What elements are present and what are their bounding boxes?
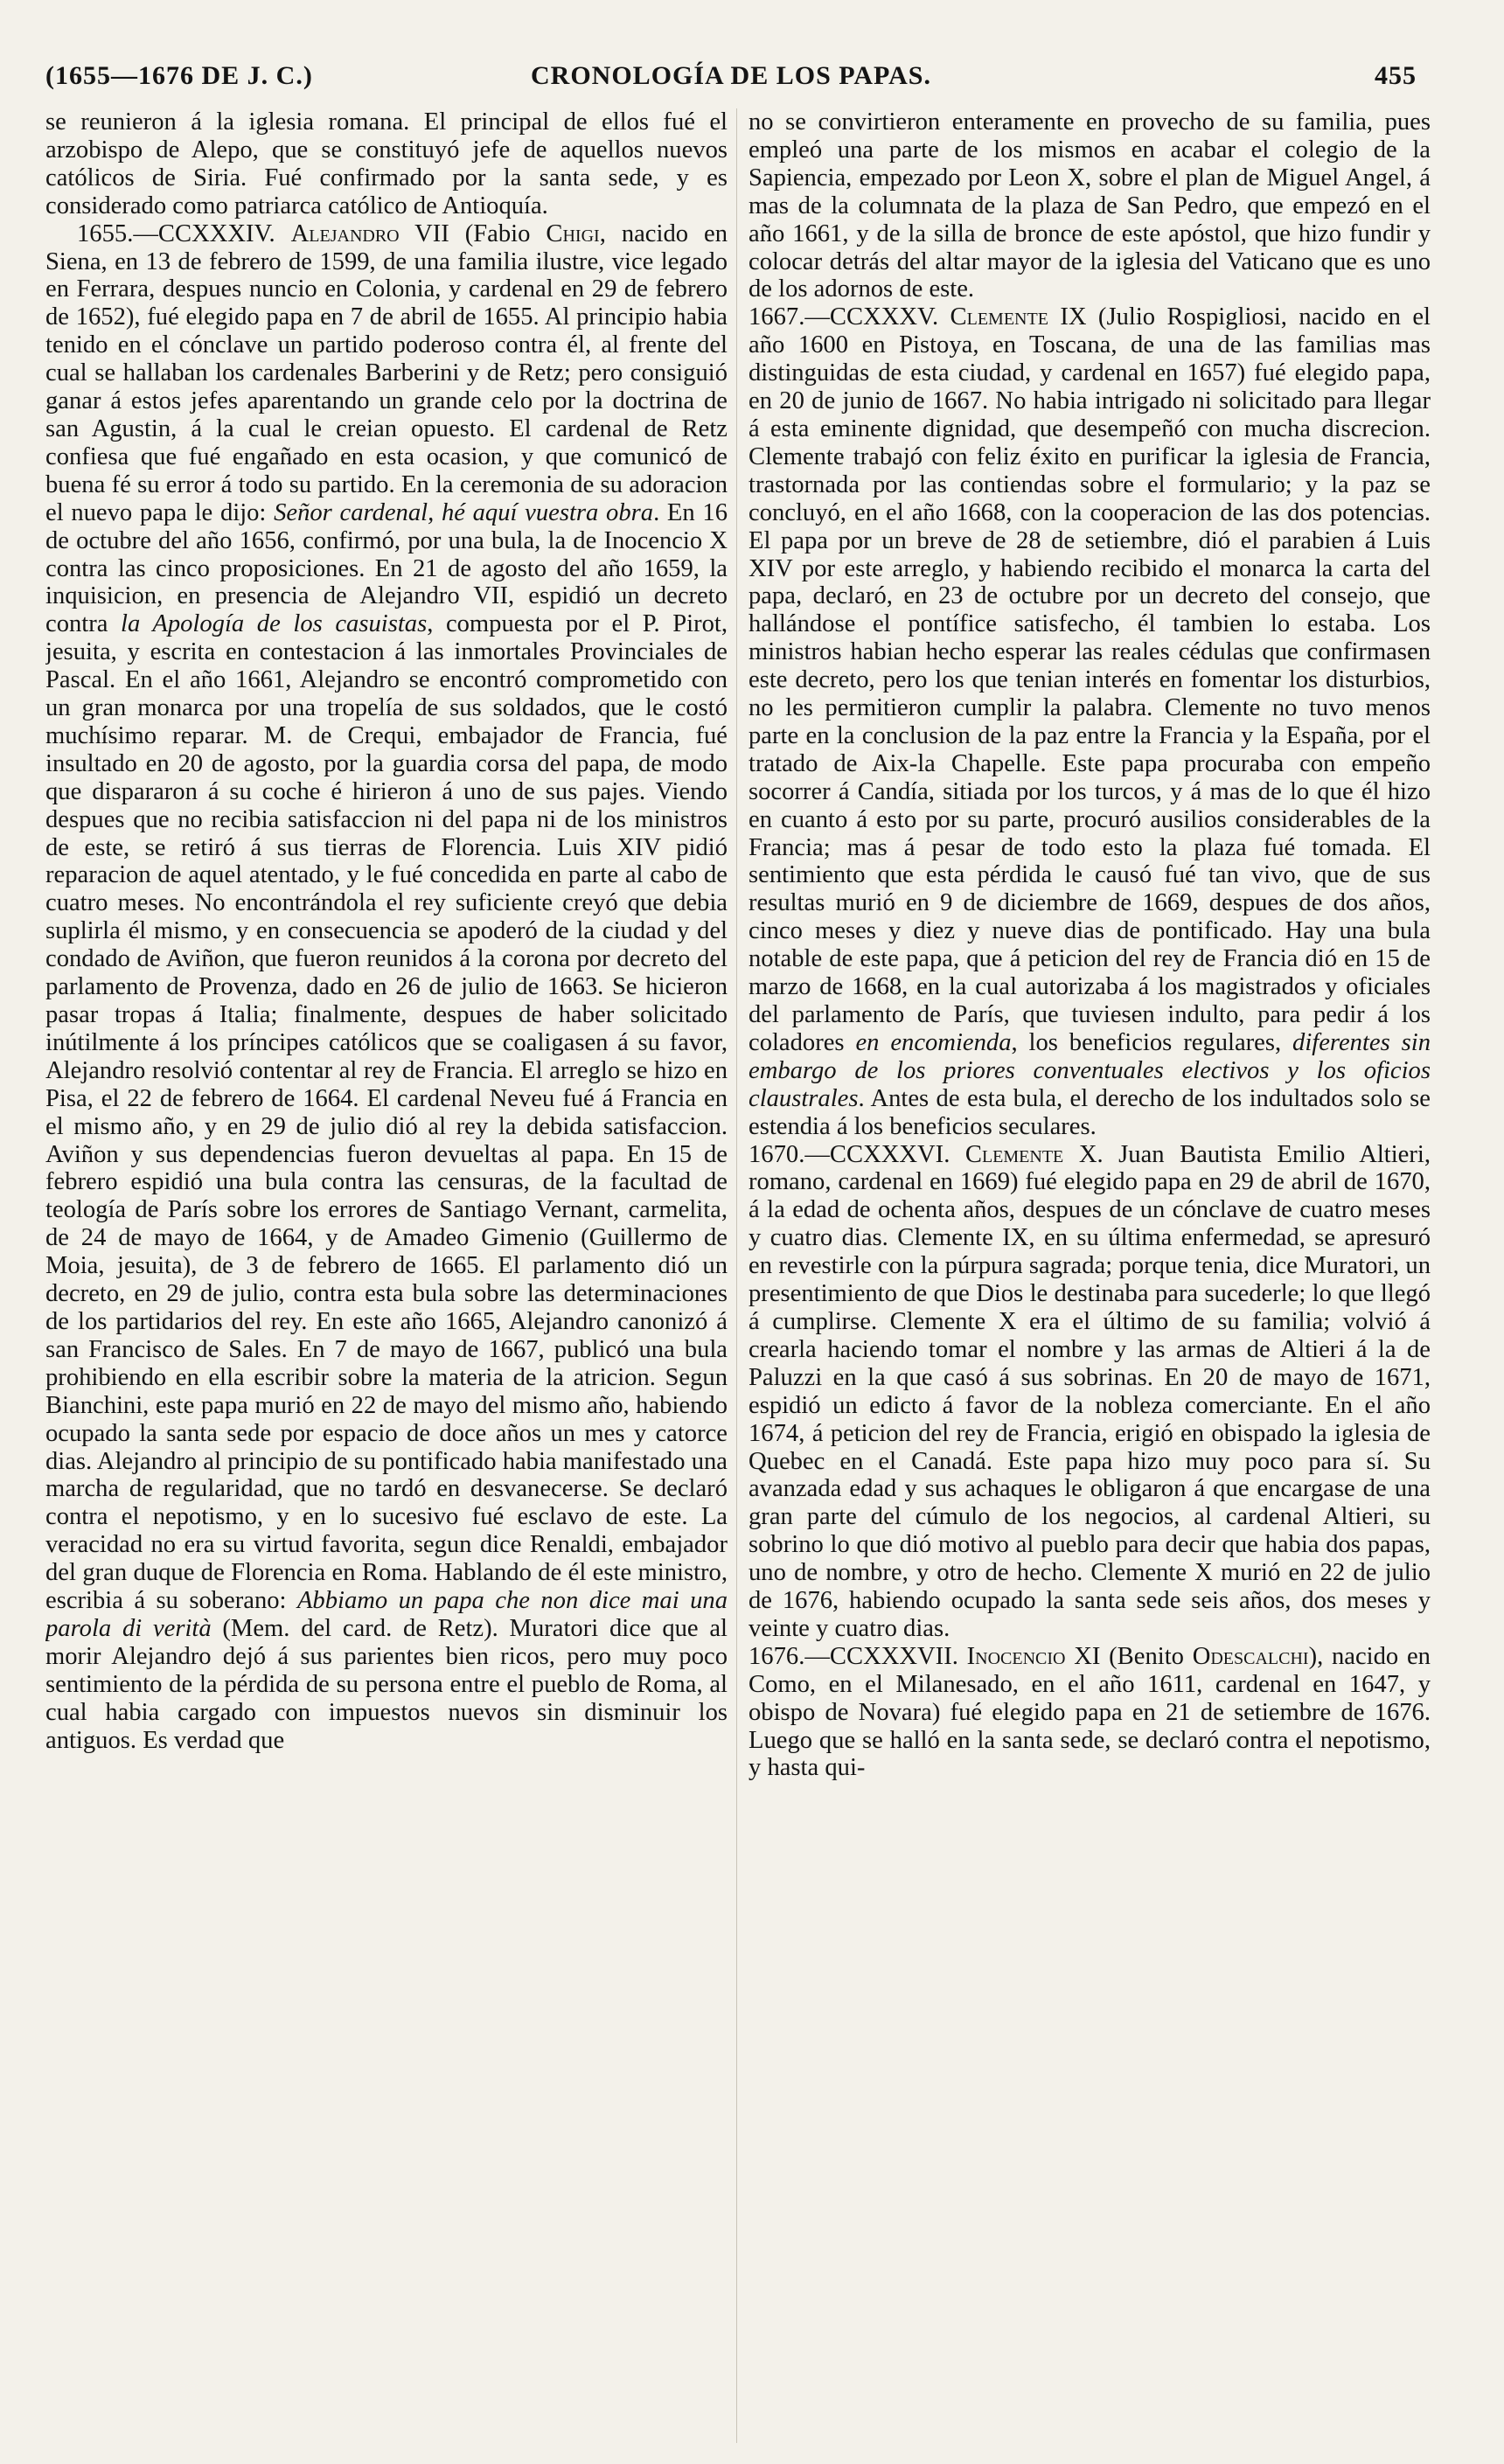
pope-surname: Odescalchi: [1192, 1642, 1309, 1670]
quote: Abbiamo un papa che non dice mai una parola di verità: [45, 1587, 728, 1642]
header-date-range: (1655—1676 DE J. C.): [45, 61, 313, 90]
pope-name: Clemente X: [964, 1140, 1097, 1168]
pope-name: Alejandro VII: [290, 219, 449, 247]
page-number: 455: [1375, 61, 1417, 90]
entry-inocencio-xi: 1676.—CCXXXVII. Inocencio XI (Benito Odescalchi), nacido en Como, en el Milanesado, en el año 1611, cardenal en 1647, y obispo de Novara) fué elegido papa en 21 de setiembre de 1676. Luego que se halló en la santa sede, se declaró contra el nepotismo, y hasta qui-: [749, 1642, 1431, 1782]
paragraph-continuation: se reunieron á la iglesia romana. El principal de ellos fué el arzobispo de Alepo, que se constituyó jefe de aquellos nuevos católicos de Siria. Fué confirmado por la santa sede, y es considerado como patriarca católico de Antioquía.: [45, 108, 728, 219]
entry-clemente-ix: 1667.—CCXXXV. Clemente IX (Julio Rospigliosi, nacido en el año 1600 en Pistoya, en Toscana, de una de las familias mas distinguidas de esta ciudad, y cardenal en 1657) fué elegido papa, en 20 de junio de 1667. No habia intrigado ni solicitado para llegar á esta eminente dignidad, que desempeñó con mucha discrecion. Clemente trabajó con feliz éxito en purificar la iglesia de Francia, trastornada por las contiendas sobre el formulario; y la paz se concluyó, en el año 1668, con la cooperacion de las dos potencias. El papa por un breve de 28 de setiembre, dió el parabien á Luis XIV por este arreglo, y habiendo recibido el monarca la carta del papa, declaró, en 23 de octubre por un decreto del consejo, que hallándose el pontífice satisfecho, él tambien lo estaba. Los ministros habian hecho esperar las reales cédulas que confirmasen este decreto, pero los que tenian interés en fomentar los disturbios, no les permitieron cumplir la palabra. Clemente no tuvo menos parte en la conclusion de la paz entre la Francia y la España, por el tratado de Aix-la Chapelle. Este papa procuraba con empeño socorrer á Candía, sitiada por los turcos, y á mas de lo que él hizo en cuanto á esto por su parte, procuró ausilios considerables de la Francia; mas á pesar de todo esto la plaza fué tomada. El sentimiento que esta pérdida le causó fué tan vivo, que de sus resultas murió en 9 de diciembre de 1669, despues de dos años, cinco meses y diez y nueve dias de pontificado. Hay una bula notable de este papa, que á peticion del rey de Francia dió en 15 de marzo de 1668, en la cual autorizaba á los magistrados y oficiales del parlamento de París, que tuviesen indulto, para pedir á los coladores en encomienda, los beneficios regulares, diferentes sin embargo de los priores conventuales electivos y los oficios claustrales. Antes de esta bula, el derecho de los indultados solo se estendia á los beneficios seculares.: [749, 303, 1431, 1140]
entry-alejandro-vii: 1655.—CCXXXIV. Alejandro VII (Fabio Chigi, nacido en Siena, en 13 de febrero de 1599, de una familia ilustre, vice legado en Ferrara, despues nuncio en Colonia, y cardenal en 29 de febrero de 1652), fué elegido papa en 7 de abril de 1655. Al principio habia tenido en el cónclave un partido poderoso contra él, al frente del cual se hallaban los cardenales Barberini y de Retz; pero consiguió ganar á estos jefes aparentando un grande celo por la doctrina de san Agustin, á la cual le creian opuesto. El cardenal de Retz confiesa que fué engañado en esta ocasion, y que comunicó de buena fé su error á todo su partido. En la ceremonia de su adoracion el nuevo papa le dijo: Señor cardenal, hé aquí vuestra obra. En 16 de octubre del año 1656, confirmó, por una bula, la de Inocencio X contra las cinco proposiciones. En 21 de agosto del año 1659, la inquisicion, en presencia de Alejandro VII, espidió un decreto contra la Apología de los casuistas, compuesta por el P. Pirot, jesuita, y escrita en contestacion á las inmortales Provinciales de Pascal. En el año 1661, Alejandro se encontró comprometido con un gran monarca por una tropelía de sus soldados, que le costó muchísimo reparar. M. de Crequi, embajador de Francia, fué insultado en 20 de agosto, por la guardia corsa del papa, de modo que dispararon á su coche é hirieron á uno de sus pajes. Viendo despues que no recibia satisfaccion ni del papa ni de los ministros de este, se retiró á sus tierras de Florencia. Luis XIV pidió reparacion de aquel atentado, y le fué concedida en parte al cabo de cuatro meses. No encontrándola el rey suficiente creyó que debia suplirla él mismo, y en consecuencia se apoderó de la ciudad y del condado de Aviñon, que fueron reunidos á la corona por decreto del parlamento de Provenza, dado en 26 de julio de 1663. Se hicieron pasar tropas á Italia; finalmente, despues de haber solicitado inútilmente á los príncipes católicos que se coaligasen á su favor, Alejandro resolvió contentar al rey de Francia. El arreglo se hizo en Pisa, el 22 de febrero de 1664. El cardenal Neveu fué á Francia en el mismo año, y en 29 de julio dió al rey la debida satisfaccion. Aviñon y sus dependencias fueron devueltas al papa. En 15 de febrero espidió una bula contra las censuras, de la facultad de teología de París sobre los errores de Santiago Vernant, carmelita, de 24 de mayo de 1664, y de Amadeo Gimenio (Guillermo de Moia, jesuita), de 3 de febrero de 1665. El parlamento dió un decreto, en 29 de julio, contra esta bula sobre las determinaciones de los partidarios del rey. En este año 1665, Alejandro canonizó á san Francisco de Sales. En 7 de mayo de 1667, publicó una bula prohibiendo en ella escribir sobre la materia de la atricion. Segun Bianchini, este papa murió en 22 de mayo del mismo año, habiendo ocupado la santa sede por espacio de doce años un mes y catorce dias. Alejandro al principio de su pontificado habia manifestado una marcha de regularidad, que no tardó en desvanecerse. Se declaró contra el nepotismo, y en lo sucesivo fué esclavo de este. La veracidad no era su virtud favorita, segun dice Renaldi, embajador del gran duque de Florencia en Roma. Hablando de él este ministro, escribia á su soberano: Abbiamo un papa che non dice mai una parola di verità (Mem. del card. de Retz). Muratori dice que al morir Alejandro dejó á sus parientes bien ricos, pero muy poco sentimiento de la pérdida de su persona entre el pueblo de Roma, al cual habia cargado con impuestos nuevos sin disminuir los antiguos. Es verdad que: [45, 219, 728, 1754]
header-title: CRONOLOGÍA DE LOS PAPAS.: [531, 61, 931, 90]
entry-clemente-x: 1670.—CCXXXVI. Clemente X. Juan Bautista Emilio Altieri, romano, cardenal en 1669) fué elegido papa en 29 de abril de 1670, á la edad de ochenta años, despues de un cónclave de cuatro meses y cuatro dias. Clemente IX, en su última enfermedad, se apresuró en revestirle con la púrpura sagrada; porque tenia, dice Muratori, un presentimiento de que Dios le destinaba para sucederle; lo que llegó á cumplirse. Clemente X era el último de su familia; volvió á crearla haciendo tomar el nombre y las armas de Altieri á la de Paluzzi en la que casó á sus sobrinas. En 20 de mayo de 1671, espidió un edicto á favor de la nobleza comerciante. En el año 1674, á peticion del rey de Francia, erigió en obispado la iglesia de Quebec en el Canadá. Este papa hizo muy poco para sí. Su avanzada edad y sus achaques le obligaron á que encargase de una gran parte del cúmulo de los negocios, al cardenal Altieri, su sobrino lo que dió motivo al pueblo para decir que habia dos papas, uno de nombre, y otro de hecho. Clemente X murió en 22 de julio de 1676, habiendo ocupado la santa sede seis años, dos meses y veinte y cuatro dias.: [749, 1140, 1431, 1642]
running-header: [45, 61, 1417, 105]
book-title: la Apología de los casuistas: [121, 610, 428, 638]
quote: Señor cardenal, hé aquí vuestra obra: [274, 498, 654, 526]
column-divider: [736, 108, 737, 2443]
left-column: [45, 108, 728, 2452]
pope-name: Clemente IX: [950, 303, 1087, 331]
paragraph-continuation: no se convirtieron enteramente en provecho de su familia, pues empleó una parte de los mismos en acabar el colegio de la Sapiencia, empezado por Leon X, sobre el plan de Miguel Angel, á mas de la columnata de la plaza de San Pedro, que empezó en el año 1661, y de la silla de bronce de este apóstol, que hizo fundir y colocar detrás del altar mayor de la iglesia del Vaticano que es uno de los adornos de este.: [749, 108, 1431, 303]
quote: diferentes sin embargo de los priores conventuales electivos y los oficios claustrales: [749, 1028, 1431, 1112]
right-column: [749, 108, 1431, 2452]
pope-surname: Chigi: [546, 219, 600, 247]
quote: en encomienda: [855, 1028, 1012, 1056]
pope-name: Inocencio XI: [966, 1642, 1101, 1670]
